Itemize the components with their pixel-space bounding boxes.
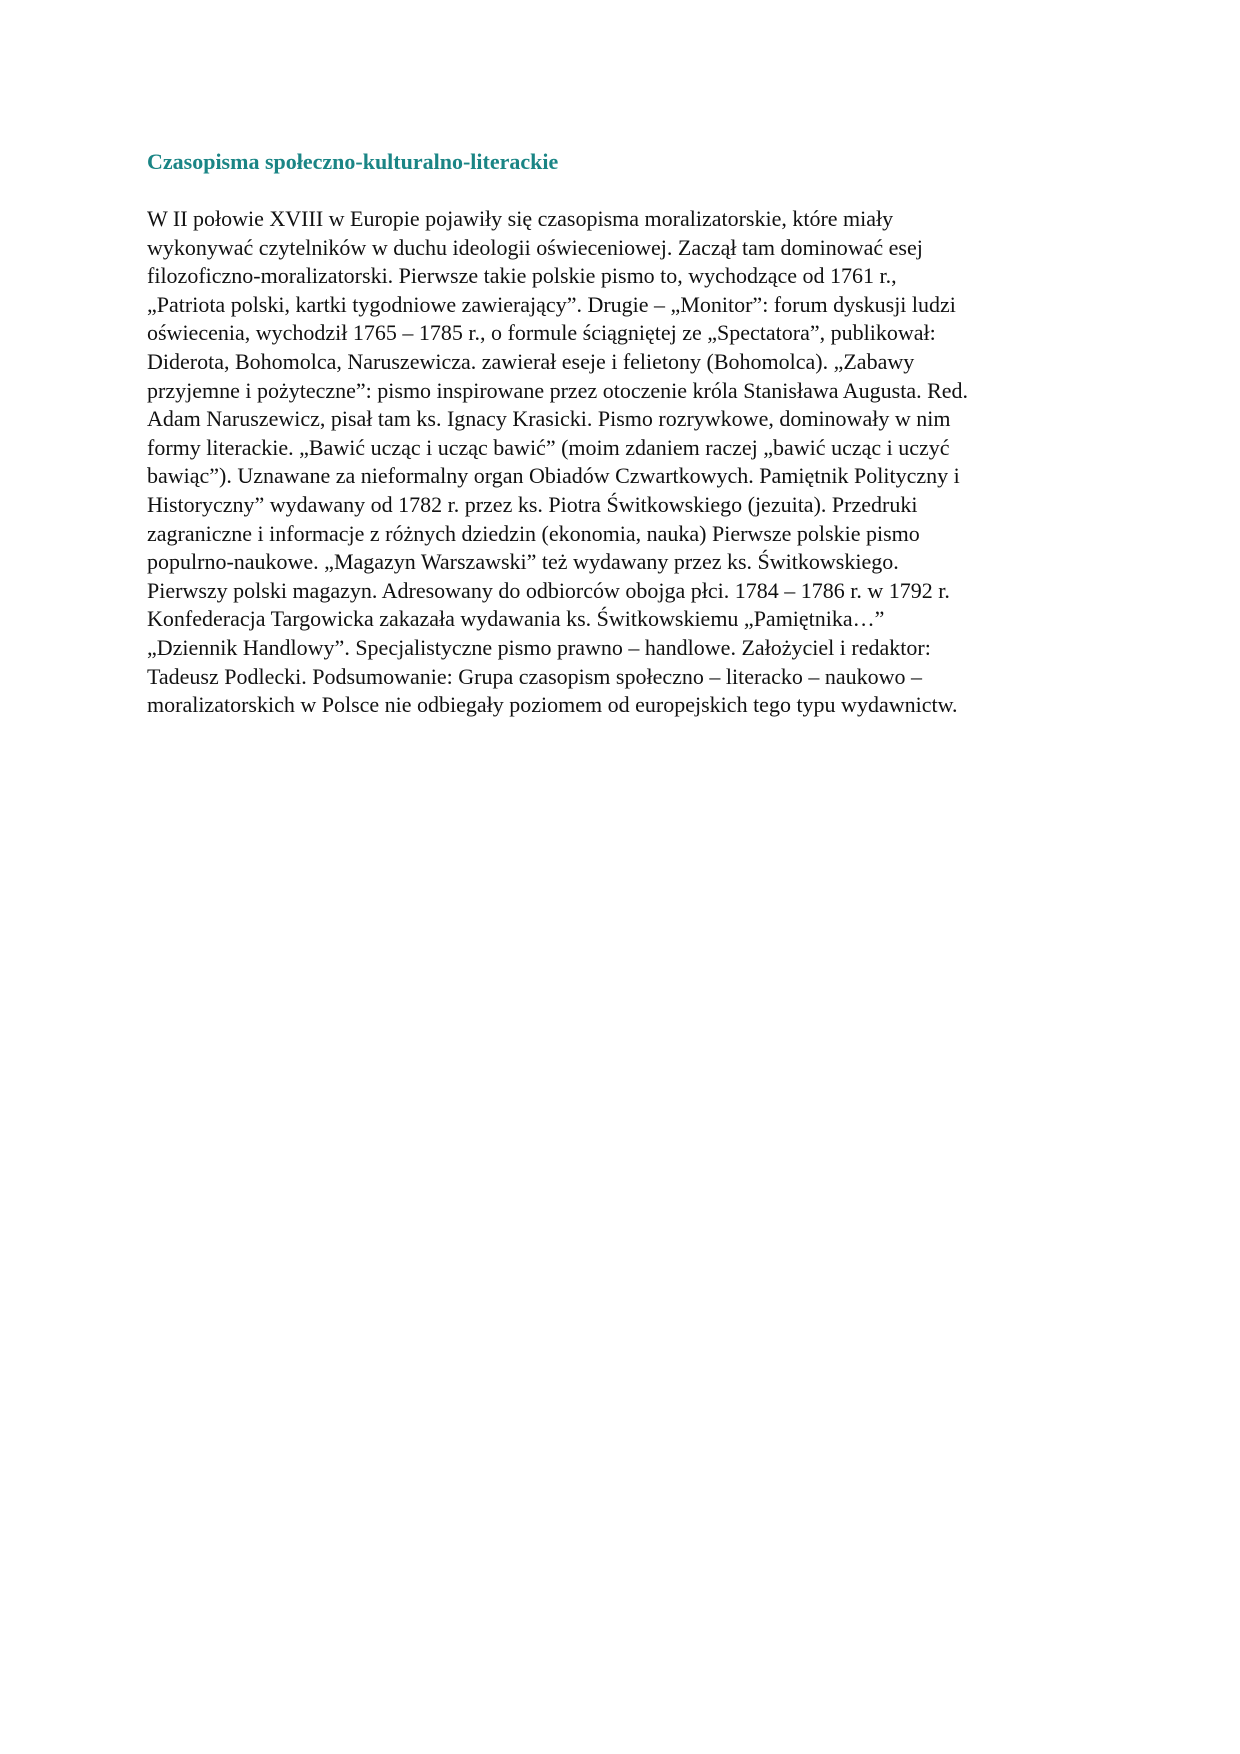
paragraph-line: przyjemne i pożyteczne”: pismo inspirowane przez otoczenie króla Stanisława Augusta. Red. — [147, 377, 969, 403]
document-body-paragraph — [147, 205, 1107, 720]
paragraph-line: Diderota, Bohomolca, Naruszewicza. zawierał eseje i felietony (Bohomolca). „Zabawy — [147, 348, 915, 374]
paragraph-line: Tadeusz Podlecki. Podsumowanie: Grupa czasopism społeczno – literacko – naukowo – — [147, 663, 922, 689]
paragraph-line: moralizatorskich w Polsce nie odbiegały poziomem od europejskich tego typu wydawnictw. — [147, 692, 958, 718]
paragraph-line: Historyczny” wydawany od 1782 r. przez ks. Piotra Świtkowskiego (jezuita). Przedruki — [147, 491, 918, 517]
paragraph-line: bawiąc”). Uznawane za nieformalny organ Obiadów Czwartkowych. Pamiętnik Polityczny i — [147, 463, 960, 489]
paragraph-line: Konfederacja Targowicka zakazała wydawania ks. Świtkowskiemu „Pamiętnika…” — [147, 606, 885, 632]
document-title: Czasopisma społeczno-kulturalno-literackie — [147, 149, 559, 174]
paragraph-line: „Dziennik Handlowy”. Specjalistyczne pismo prawno – handlowe. Założyciel i redaktor: — [147, 634, 931, 660]
paragraph-line: filozoficzno-moralizatorski. Pierwsze takie polskie pismo to, wychodzące od 1761 r., — [147, 263, 897, 289]
paragraph-line: Pierwszy polski magazyn. Adresowany do odbiorców obojga płci. 1784 – 1786 r. w 1792 r. — [147, 577, 950, 603]
paragraph-line: W II połowie XVIII w Europie pojawiły się czasopisma moralizatorskie, które miały — [147, 206, 894, 231]
paragraph-line: „Patriota polski, kartki tygodniowe zawierający”. Drugie – „Monitor”: forum dyskusji ludzi — [147, 291, 956, 317]
paragraph-line: populrno-naukowe. „Magazyn Warszawski” też wydawany przez ks. Świtkowskiego. — [147, 549, 899, 575]
paragraph-line: wykonywać czytelników w duchu ideologii oświeceniowej. Zaczął tam dominować esej — [147, 234, 923, 260]
paragraph-line: Adam Naruszewicz, pisał tam ks. Ignacy Krasicki. Pismo rozrywkowe, dominowały w nim — [147, 406, 951, 432]
paragraph-line: oświecenia, wychodził 1765 – 1785 r., o formule ściągniętej ze „Spectatora”, publikował: — [147, 320, 936, 346]
paragraph-line: formy literackie. „Bawić ucząc i ucząc bawić” (moim zdaniem raczej „bawić ucząc i uczyć — [147, 434, 950, 460]
paragraph-line: zagraniczne i informacje z różnych dziedzin (ekonomia, nauka) Pierwsze polskie pismo — [147, 520, 920, 546]
